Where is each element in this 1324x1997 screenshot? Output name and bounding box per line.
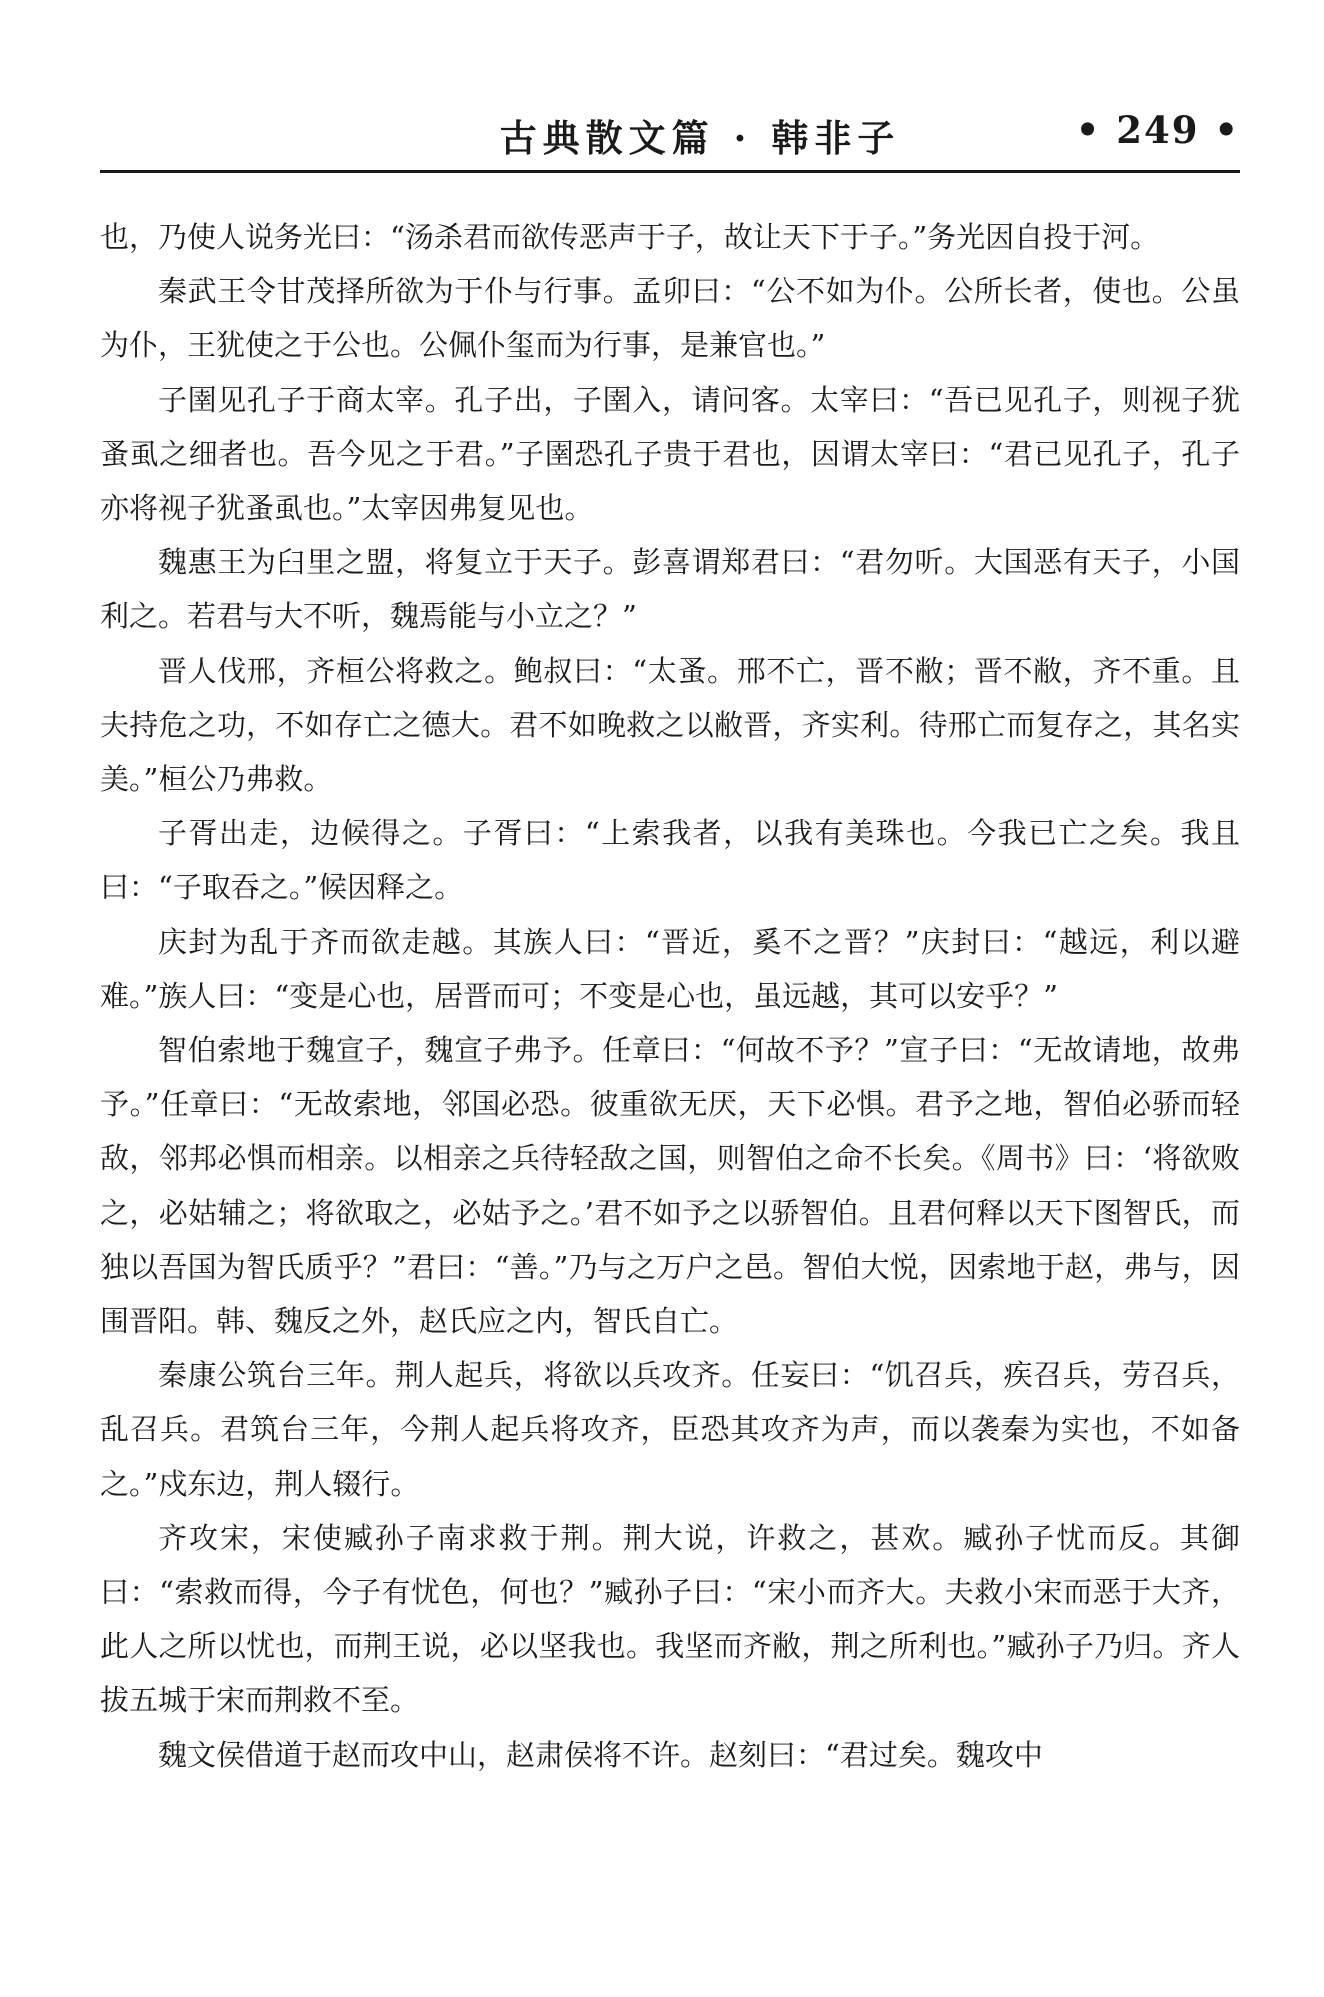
paragraph: 智伯索地于魏宣子，魏宣子弗予。任章曰：“何故不予？”宣子曰：“无故请地，故弗予。”任章曰：“无故索地，邻国必恐。彼重欲无厌，天下必惧。君予之地，智伯必骄而轻敌，邻邦必惧而相亲。以相亲之兵待轻敌之国，则智伯之命不长矣。《周书》曰：‘将欲败之，必姑辅之；将欲取之，必姑予之。’君不如予之以骄智伯。且君何释以天下图智氏，而独以吾国为智氏质乎？”君曰：“善。”乃与之万户之邑。智伯大悦，因索地于赵，弗与，因围晋阳。韩、魏反之外，赵氏应之内，智氏自亡。 [100, 1033, 1240, 1339]
header-rule [100, 170, 1240, 173]
paragraph: 晋人伐邢，齐桓公将救之。鲍叔曰：“太蚤。邢不亡，晋不敝；晋不敝，齐不重。且夫持危之功，不如存亡之德大。君不如晚救之以敝晋，齐实利。待邢亡而复存之，其名实美。”桓公乃弗救。 [100, 653, 1240, 797]
paragraph: 子胥出走，边候得之。子胥曰：“上索我者，以我有美珠也。今我已亡之矣。我且曰：“子取吞之。”候因释之。 [100, 816, 1240, 905]
paragraph: 秦康公筑台三年。荆人起兵，将欲以兵攻齐。任妄曰：“饥召兵，疾召兵，劳召兵，乱召兵。君筑台三年，今荆人起兵将攻齐，臣恐其攻齐为声，而以袭秦为实也，不如备之。”戍东边，荆人辍行。 [100, 1358, 1240, 1501]
paragraph: 秦武王令甘茂择所欲为于仆与行事。孟卯曰：“公不如为仆。公所长者，使也。公虽为仆，王犹使之于公也。公佩仆玺而为行事，是兼官也。” [100, 274, 1240, 363]
page-number: • 249 • [1075, 108, 1240, 152]
paragraph: 魏惠王为臼里之盟，将复立于天子。彭喜谓郑君曰：“君勿听。大国恶有天子，小国利之。若君与大不听，魏焉能与小立之？” [100, 545, 1240, 634]
paragraph: 庆封为乱于齐而欲走越。其族人曰：“晋近，奚不之晋？”庆封曰：“越远，利以避难。”族人曰：“变是心也，居晋而可；不变是心也，虽远越，其可以安乎？” [100, 924, 1240, 1013]
body-text [100, 210, 1240, 1782]
paragraph: 魏文侯借道于赵而攻中山，赵肃侯将不许。赵刻曰：“君过矣。魏攻中 [158, 1737, 1043, 1772]
running-head [100, 108, 1240, 168]
paragraph: 齐攻宋，宋使臧孙子南求救于荆。荆大说，许救之，甚欢。臧孙子忧而反。其御曰：“索救而得，今子有忧色，何也？”臧孙子曰：“宋小而齐大。夫救小宋而恶于大齐，此人之所以忧也，而荆王说，必以坚我也。我坚而齐敝，荆之所利也。”臧孙子乃归。齐人拔五城于宋而荆救不至。 [100, 1520, 1240, 1718]
paragraph-continued: 也，乃使人说务光曰：“汤杀君而欲传恶声于子，故让天下于子。”务光因自投于河。 [100, 220, 1160, 254]
paragraph: 子圉见孔子于商太宰。孔子出，子圉入，请问客。太宰曰：“吾已见孔子，则视子犹蚤虱之细者也。吾今见之于君。”子圉恐孔子贵于君也，因谓太宰曰：“君已见孔子，孔子亦将视子犹蚤虱也。”太宰因弗复见也。 [100, 382, 1240, 526]
chapter-title: 古典散文篇 · 韩非子 [499, 116, 901, 160]
